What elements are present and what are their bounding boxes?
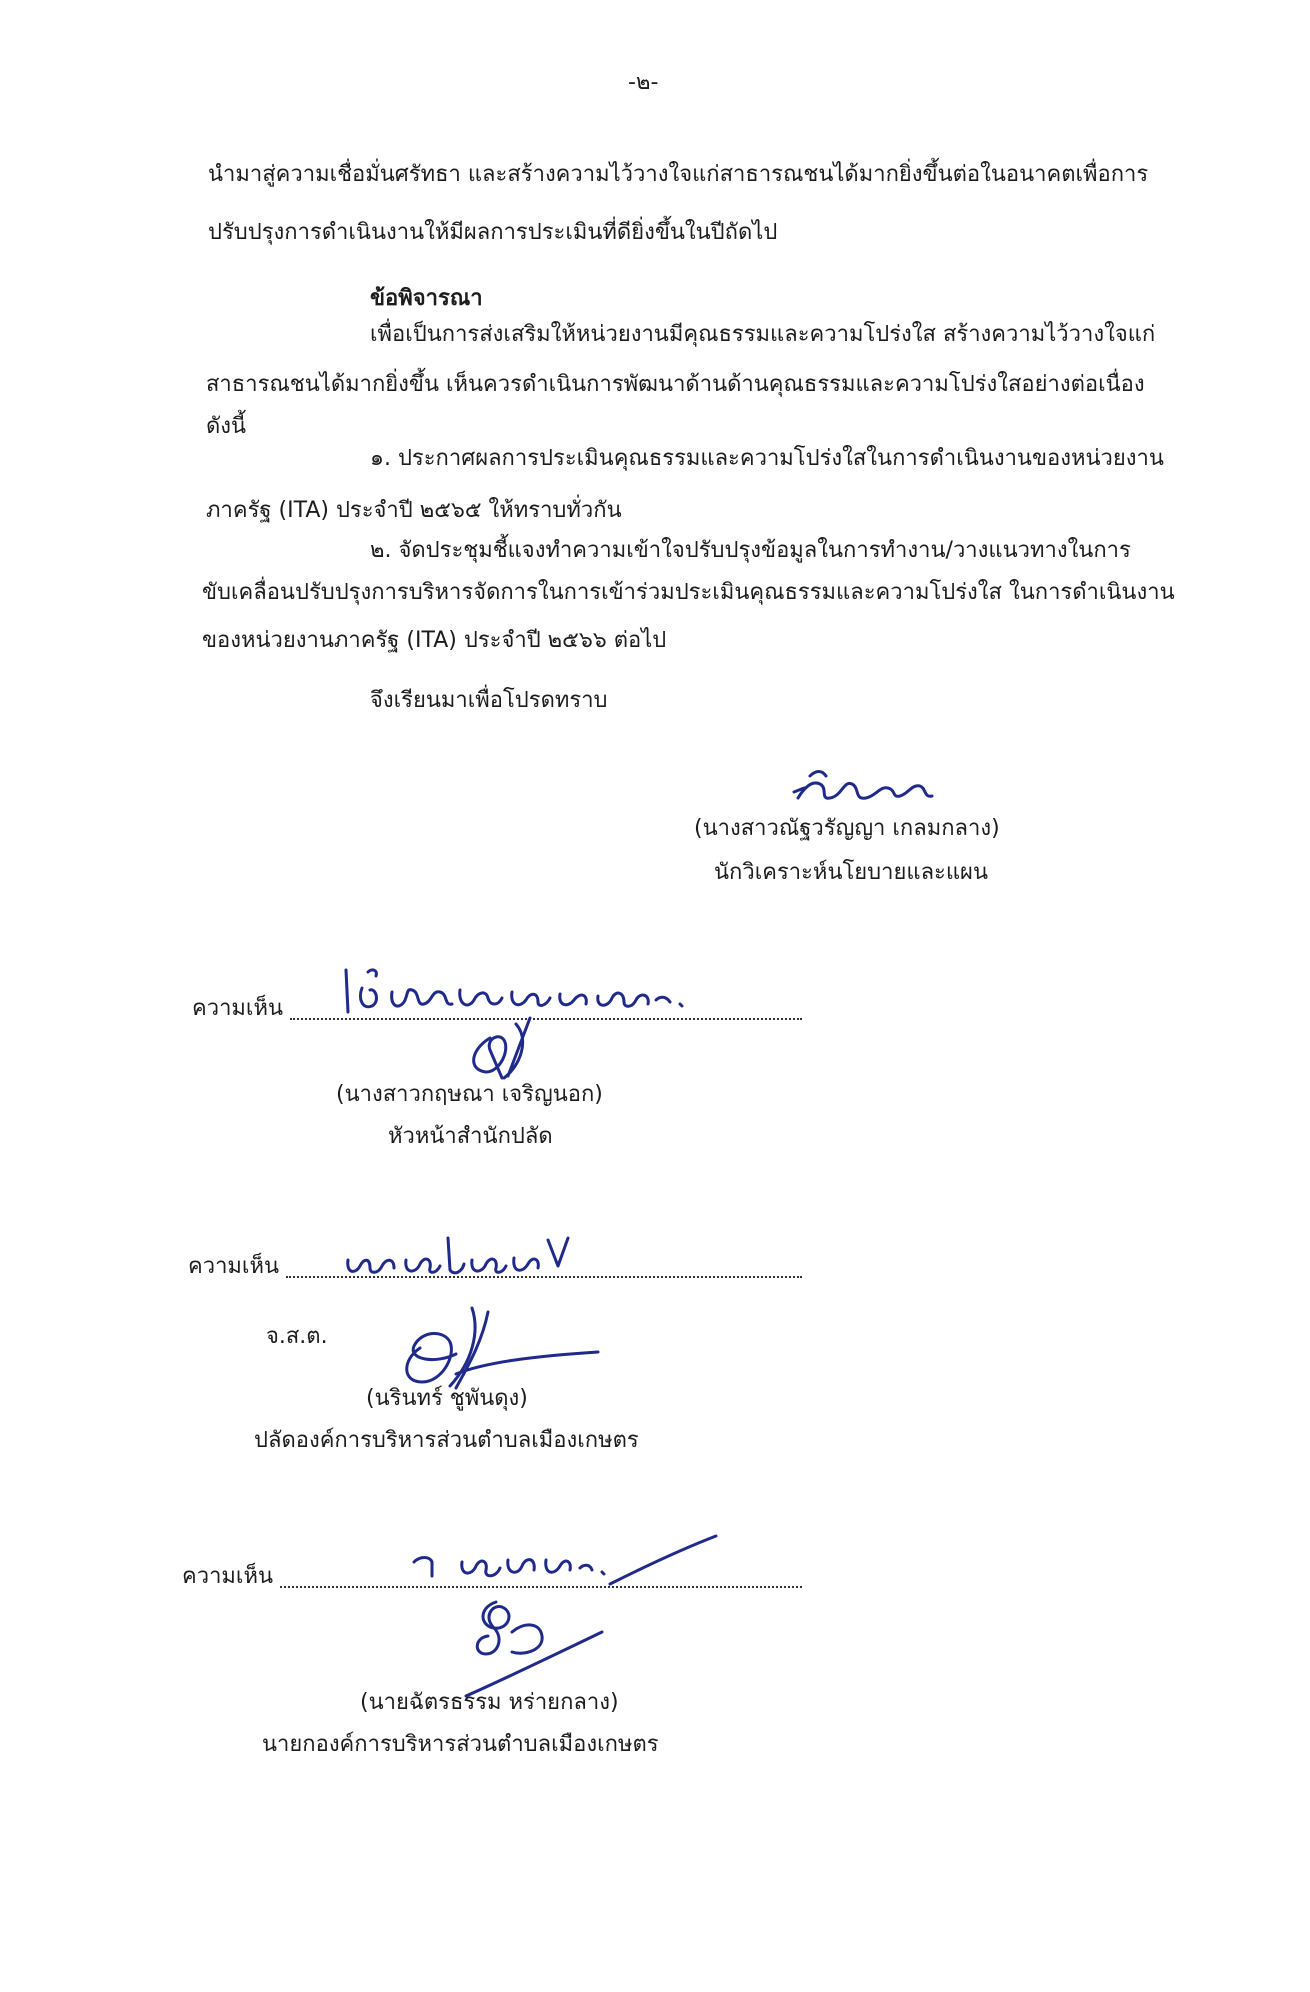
mayor-position: นายกองค์การบริหารส่วนตำบลเมืองเกษตร	[262, 1732, 659, 1757]
section-heading: ข้อพิจารณา	[370, 286, 483, 311]
opinion-2-label: ความเห็น	[188, 1254, 279, 1279]
item-2-line-3: ของหน่วยงานภาครัฐ (ITA) ประจำปี ๒๕๖๖ ต่อไป	[202, 628, 667, 653]
deputy-signature	[396, 1302, 606, 1392]
opinion-2-handwriting	[344, 1230, 574, 1280]
item-1-line-1: ๑. ประกาศผลการประเมินคุณธรรมและความโปร่งใสในการดำเนินงานของหน่วยงาน	[370, 446, 1164, 471]
author-position: นักวิเคราะห์นโยบายและแผน	[714, 860, 988, 885]
item-2-line-1: ๒. จัดประชุมชี้แจงทำความเข้าใจปรับปรุงข้อมูลในการทำงาน/วางแนวทางในการ	[370, 538, 1131, 563]
consider-line-2: สาธารณชนได้มากยิ่งขึ้น เห็นควรดำเนินการพัฒนาด้านด้านคุณธรรมและความโปร่งใสอย่างต่อเนื่อง	[206, 372, 1145, 397]
author-signature	[790, 758, 990, 818]
opinion-1-label: ความเห็น	[192, 996, 283, 1021]
intro-line-2: ปรับปรุงการดำเนินงานให้มีผลการประเมินที่ดียิ่งขึ้นในปีถัดไป	[208, 220, 778, 245]
closing-line: จึงเรียนมาเพื่อโปรดทราบ	[370, 688, 608, 713]
item-2-line-2: ขับเคลื่อนปรับปรุงการบริหารจัดการในการเข้าร่วมประเมินคุณธรรมและความโปร่งใส ในการดำเนินงาน	[202, 580, 1175, 605]
mayor-signature	[458, 1592, 608, 1702]
page-number: -๒-	[628, 70, 659, 95]
intro-line-1: นำมาสู่ความเชื่อมั่นศรัทธา และสร้างความไว้วางใจแก่สาธารณชนได้มากยิ่งขึ้นต่อในอนาคตเพื่อการ	[208, 162, 1149, 187]
deputy-name: (นรินทร์ ชูพันดุง)	[366, 1386, 528, 1411]
mayor-name: (นายฉัตรธรรม หร่ายกลาง)	[360, 1690, 619, 1715]
head-office-signature	[460, 1010, 590, 1080]
consider-line-3: ดังนี้	[206, 414, 247, 439]
deputy-rank: จ.ส.ต.	[266, 1324, 328, 1349]
opinion-3-handwriting	[410, 1532, 720, 1592]
author-name: (นางสาวณัฐวรัญญา เกลมกลาง)	[694, 816, 1000, 841]
consider-line-1: เพื่อเป็นการส่งเสริมให้หน่วยงานมีคุณธรรมและความโปร่งใส สร้างความไว้วางใจแก่	[370, 322, 1156, 347]
opinion-3-label: ความเห็น	[182, 1564, 273, 1589]
item-1-line-2: ภาครัฐ (ITA) ประจำปี ๒๕๖๕ ให้ทราบทั่วกัน	[206, 498, 622, 523]
head-office-position: หัวหน้าสำนักปลัด	[388, 1124, 553, 1149]
deputy-position: ปลัดองค์การบริหารส่วนตำบลเมืองเกษตร	[254, 1428, 639, 1453]
head-office-name: (นางสาวกฤษณา เจริญนอก)	[336, 1082, 603, 1107]
